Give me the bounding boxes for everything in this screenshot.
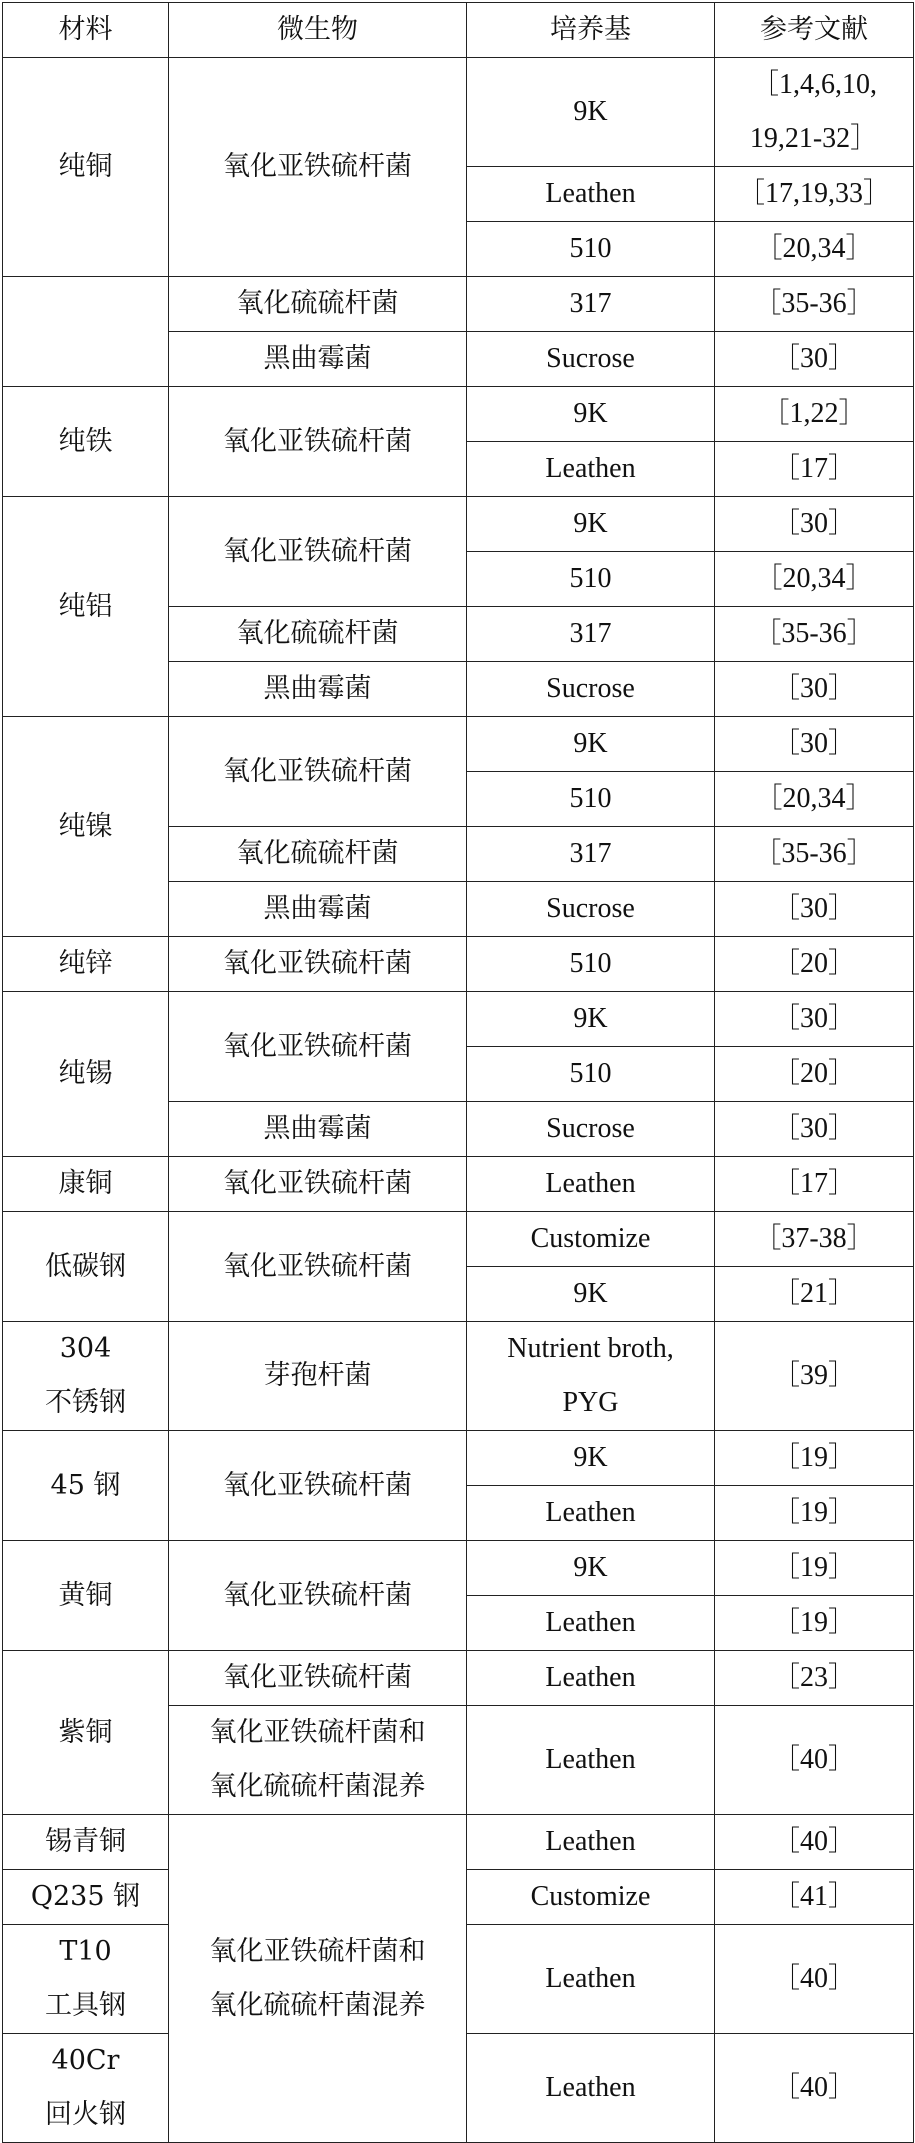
table-row: [3, 277, 914, 332]
table-row: [3, 717, 914, 772]
ref-cell: ［17,19,33］: [715, 167, 914, 222]
microbe-cell: 氧化亚铁硫杆菌: [169, 717, 467, 827]
microbe-cell: 氧化亚铁硫杆菌: [169, 992, 467, 1102]
material-cell: T10 工具钢: [3, 1925, 169, 2034]
material-cell: 纯锡: [3, 992, 169, 1157]
medium-cell: Leathen: [467, 1486, 715, 1541]
table-row: [3, 1212, 914, 1267]
medium-cell: 9K: [467, 1431, 715, 1486]
ref-cell: ［30］: [715, 662, 914, 717]
table-row: [3, 497, 914, 552]
material-cell: 304 不锈钢: [3, 1322, 169, 1431]
ref-cell: ［17］: [715, 1157, 914, 1212]
medium-cell: 317: [467, 827, 715, 882]
microbe-cell: 氧化亚铁硫杆菌: [169, 497, 467, 607]
ref-cell: ［17］: [715, 442, 914, 497]
medium-cell: Leathen: [467, 1157, 715, 1212]
ref-cell: ［20］: [715, 937, 914, 992]
material-cell: 45 钢: [3, 1431, 169, 1541]
medium-cell: Leathen: [467, 1706, 715, 1815]
microbe-cell: 氧化亚铁硫杆菌: [169, 1431, 467, 1541]
material-cell-continued: [3, 277, 169, 387]
header-material: 材料: [3, 3, 169, 58]
ref-cell: ［30］: [715, 1102, 914, 1157]
material-cell: 纯锌: [3, 937, 169, 992]
table-row: [3, 1541, 914, 1596]
medium-cell: 510: [467, 772, 715, 827]
material-cell: 纯铝: [3, 497, 169, 717]
ref-cell: ［1,22］: [715, 387, 914, 442]
ref-cell: ［20,34］: [715, 552, 914, 607]
ref-cell: ［37-38］: [715, 1212, 914, 1267]
ref-cell: ［41］: [715, 1870, 914, 1925]
table-row: [3, 1651, 914, 1706]
microbe-cell: 氧化亚铁硫杆菌: [169, 1212, 467, 1322]
microbe-cell: 黑曲霉菌: [169, 662, 467, 717]
microbe-cell: 芽孢杆菌: [169, 1322, 467, 1431]
ref-cell: ［30］: [715, 992, 914, 1047]
ref-cell: ［40］: [715, 2034, 914, 2143]
ref-cell: ［19］: [715, 1596, 914, 1651]
medium-cell: 510: [467, 552, 715, 607]
medium-cell: Leathen: [467, 1651, 715, 1706]
material-cell: 纯铁: [3, 387, 169, 497]
ref-cell: ［35-36］: [715, 277, 914, 332]
table-row: [3, 992, 914, 1047]
ref-cell: ［20］: [715, 1047, 914, 1102]
ref-cell: ［30］: [715, 497, 914, 552]
microbe-cell: 氧化亚铁硫杆菌: [169, 387, 467, 497]
header-medium: 培养基: [467, 3, 715, 58]
medium-cell: 317: [467, 607, 715, 662]
material-cell: 低碳钢: [3, 1212, 169, 1322]
ref-cell: ［35-36］: [715, 607, 914, 662]
ref-cell: ［40］: [715, 1815, 914, 1870]
material-cell: Q235 钢: [3, 1870, 169, 1925]
medium-cell: 9K: [467, 1541, 715, 1596]
medium-cell: 9K: [467, 992, 715, 1047]
table-row: [3, 58, 914, 167]
material-cell: 纯铜: [3, 58, 169, 277]
header-row: [3, 3, 914, 58]
medium-cell: Customize: [467, 1212, 715, 1267]
microbe-cell: 氧化硫硫杆菌: [169, 277, 467, 332]
microbe-cell: 氧化亚铁硫杆菌和 氧化硫硫杆菌混养: [169, 1706, 467, 1815]
material-cell: 40Cr 回火钢: [3, 2034, 169, 2143]
medium-cell: Leathen: [467, 442, 715, 497]
table-row: [3, 387, 914, 442]
ref-cell: ［40］: [715, 1706, 914, 1815]
microbe-cell: 氧化亚铁硫杆菌: [169, 1651, 467, 1706]
material-cell: 锡青铜: [3, 1815, 169, 1870]
microbe-cell: 氧化亚铁硫杆菌和 氧化硫硫杆菌混养: [169, 1815, 467, 2143]
ref-cell: ［19］: [715, 1541, 914, 1596]
medium-cell: 317: [467, 277, 715, 332]
table-row: [3, 1157, 914, 1212]
medium-cell: Leathen: [467, 1596, 715, 1651]
table-row: [3, 1431, 914, 1486]
microbe-cell: 氧化亚铁硫杆菌: [169, 58, 467, 277]
material-cell: 纯镍: [3, 717, 169, 937]
microbe-cell: 氧化亚铁硫杆菌: [169, 1157, 467, 1212]
microbe-cell: 氧化亚铁硫杆菌: [169, 937, 467, 992]
ref-cell: ［20,34］: [715, 772, 914, 827]
medium-cell: Sucrose: [467, 1102, 715, 1157]
header-ref: 参考文献: [715, 3, 914, 58]
ref-cell: ［23］: [715, 1651, 914, 1706]
medium-cell: Sucrose: [467, 662, 715, 717]
medium-cell: Sucrose: [467, 332, 715, 387]
microbe-cell: 氧化亚铁硫杆菌: [169, 1541, 467, 1651]
microbe-cell: 黑曲霉菌: [169, 882, 467, 937]
medium-cell: Leathen: [467, 2034, 715, 2143]
material-cell: 黄铜: [3, 1541, 169, 1651]
medium-cell: 9K: [467, 387, 715, 442]
reference-table: [2, 2, 914, 2143]
ref-cell: ［40］: [715, 1925, 914, 2034]
material-cell: 紫铜: [3, 1651, 169, 1815]
ref-cell: ［1,4,6,10, 19,21-32］: [715, 58, 914, 167]
medium-cell: 510: [467, 937, 715, 992]
medium-cell: 510: [467, 1047, 715, 1102]
table-row: [3, 1322, 914, 1431]
medium-cell: Nutrient broth, PYG: [467, 1322, 715, 1431]
material-cell: 康铜: [3, 1157, 169, 1212]
medium-cell: 9K: [467, 497, 715, 552]
ref-cell: ［30］: [715, 332, 914, 387]
ref-cell: ［19］: [715, 1431, 914, 1486]
table-row: [3, 937, 914, 992]
medium-cell: 510: [467, 222, 715, 277]
header-microbe: 微生物: [169, 3, 467, 58]
medium-cell: Leathen: [467, 167, 715, 222]
microbe-cell: 氧化硫硫杆菌: [169, 827, 467, 882]
microbe-cell: 氧化硫硫杆菌: [169, 607, 467, 662]
ref-cell: ［30］: [715, 717, 914, 772]
medium-cell: Customize: [467, 1870, 715, 1925]
ref-cell: ［19］: [715, 1486, 914, 1541]
ref-cell: ［20,34］: [715, 222, 914, 277]
microbe-cell: 黑曲霉菌: [169, 332, 467, 387]
medium-cell: Sucrose: [467, 882, 715, 937]
microbe-cell: 黑曲霉菌: [169, 1102, 467, 1157]
medium-cell: Leathen: [467, 1815, 715, 1870]
ref-cell: ［21］: [715, 1267, 914, 1322]
medium-cell: 9K: [467, 58, 715, 167]
medium-cell: 9K: [467, 717, 715, 772]
medium-cell: 9K: [467, 1267, 715, 1322]
ref-cell: ［39］: [715, 1322, 914, 1431]
ref-cell: ［35-36］: [715, 827, 914, 882]
ref-cell: ［30］: [715, 882, 914, 937]
table-row: [3, 1815, 914, 1870]
medium-cell: Leathen: [467, 1925, 715, 2034]
